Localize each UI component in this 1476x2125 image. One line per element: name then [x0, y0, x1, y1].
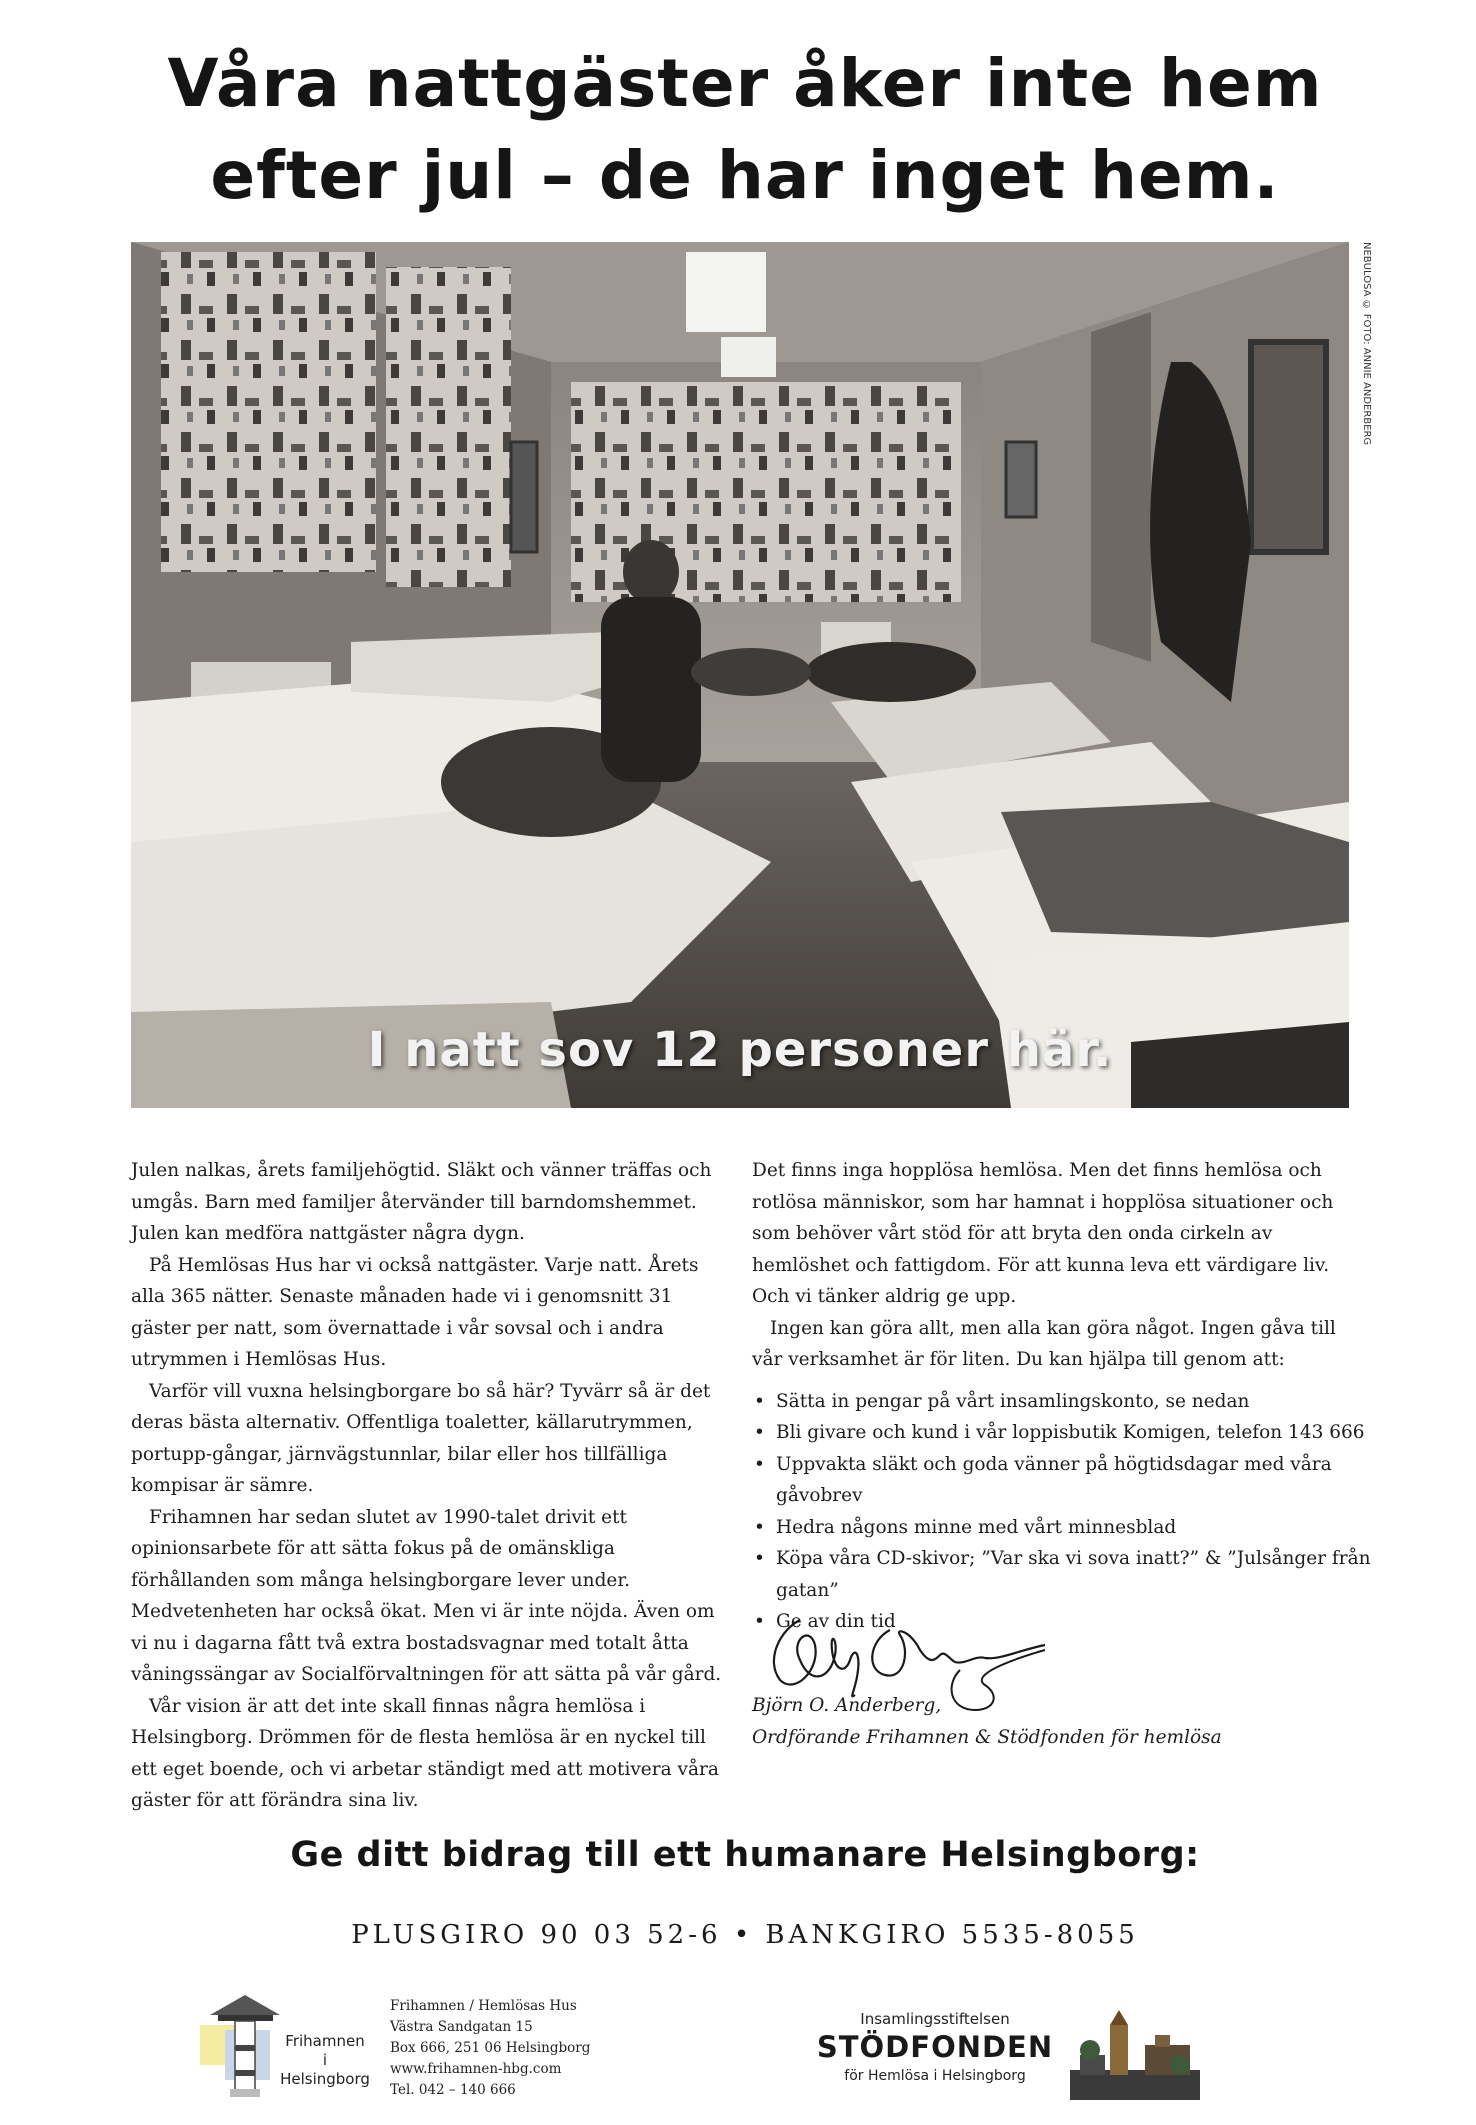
list-item	[752, 1543, 1372, 1606]
list-item-text: Köpa våra CD-skivor; ”Var ska vi sova inatt?” & ”Julsånger från gatan”	[776, 1548, 1371, 1601]
bullet: •	[754, 1548, 765, 1569]
list-item-text: Uppvakta släkt och goda vänner på högtidsdagar med våra gåvobrev	[776, 1453, 1332, 1506]
address-line: Tel. 042 – 140 666	[390, 2082, 516, 2098]
list-item	[752, 1512, 1372, 1544]
bullet: •	[754, 1390, 765, 1412]
body-paragraph: Vår vision är att det inte skall finnas några hemlösa i Helsingborg. Drömmen för de flesta hemlösa är en nyckel till ett eget boende, och vi arbetar ständigt med att motivera våra gäster för att förändra sina liv.	[131, 1695, 719, 1811]
photo-credit: NEBULOSA © FOTO: ANNIE ANDERBERG	[1361, 242, 1372, 446]
stodfonden-label: Insamlingsstiftelsen	[860, 2010, 1010, 2028]
body-paragraph: Frihamnen har sedan slutet av 1990-talet drivit ett opinionsarbete för att sätta fokus på de omänskliga förhållanden som många helsingborgare lever under. Medvetenheten har också ökat. Men vi är inte nöjda. Även om vi nu i dagarna fått två extra bostadsvagnar med totalt åtta våningssängar av Socialförvaltningen för att sätta på vår gård.	[131, 1506, 722, 1685]
signature-role: Ordförande Frihamnen & Stödfonden för hemlösa	[752, 1727, 1222, 1748]
logo-line: i	[322, 2051, 328, 2069]
list-item-text: Hedra någons minne med vårt minnesblad	[776, 1516, 1177, 1538]
address-line: Box 666, 251 06 Helsingborg	[390, 2040, 591, 2056]
bullet: •	[754, 1422, 765, 1443]
body-paragraph: Det finns inga hopplösa hemlösa. Men det finns hemlösa och rotlösa människor, som har hamnat i hopplösa situationer och som behöver vårt stöd för att bryta den onda cirkeln av hemlöshet och fattigdom. För att kunna leva ett värdigare liv. Och vi tänker aldrig ge upp.	[752, 1160, 1334, 1307]
body-left-column	[131, 1155, 731, 1817]
photo-caption: I natt sov 12 personer här.	[367, 1022, 1113, 1078]
frihamnen-logo-text	[280, 2032, 370, 2089]
signature-name: Björn O. Anderberg,	[752, 1695, 942, 1716]
bullet: •	[754, 1516, 765, 1538]
address-line[interactable]: www.frihamnen-hbg.com	[390, 2061, 562, 2077]
dormitory-photo	[131, 242, 1349, 1108]
bullet: •	[754, 1453, 765, 1475]
body-paragraph: Varför vill vuxna helsingborgare bo så här? Tyvärr så är det deras bästa alternativ. Offentliga toaletter, källarutrymmen, portupp-gångar, järnvägstunnlar, bilar eller hos tillfälliga kompisar är sämre.	[131, 1380, 711, 1496]
list-item	[752, 1417, 1372, 1449]
body-right-column	[752, 1155, 1372, 1638]
body-paragraph: På Hemlösas Hus har vi också nattgäster. Varje natt. Årets alla 365 nätter. Senaste månaden hade vi i genomsnitt 31 gäster per natt, som övernattade i vår sovsal och i andra utrymmen i Hemlösas Hus.	[131, 1254, 699, 1370]
stodfonden-subtitle: för Hemlösa i Helsingborg	[844, 2068, 1026, 2084]
stodfonden-name: STÖDFONDEN	[816, 2030, 1054, 2064]
list-item	[752, 1449, 1372, 1512]
list-item-text: Sätta in pengar på vårt insamlingskonto, se nedan	[776, 1390, 1250, 1412]
address-line: Frihamnen / Hemlösas Hus	[390, 1998, 577, 2014]
contact-address	[390, 1996, 590, 2101]
body-paragraph: Ingen kan göra allt, men alla kan göra något. Ingen gåva till vår verksamhet är för liten. Du kan hjälpa till genom att:	[752, 1317, 1336, 1370]
dormitory-photo-illustration	[131, 242, 1349, 1108]
list-item	[752, 1386, 1372, 1418]
body-paragraph: Julen nalkas, årets familjehögtid. Släkt och vänner träffas och umgås. Barn med familjer återvänder till barndomshemmet. Julen kan medföra nattgäster några dygn.	[131, 1160, 712, 1244]
headline-line-2: efter jul – de har inget hem.	[210, 137, 1280, 214]
donation-heading: Ge ditt bidrag till ett humanare Helsingborg:	[290, 1835, 1200, 1875]
headline-line-1: Våra nattgäster åker inte hem	[167, 45, 1323, 122]
stodfonden-city-logo	[1070, 2010, 1200, 2100]
address-line: Västra Sandgatan 15	[390, 2019, 533, 2035]
logo-line: Helsingborg	[280, 2070, 370, 2088]
list-item-text: Ge av din tid	[776, 1611, 896, 1632]
bullet: •	[754, 1611, 765, 1632]
list-item-text: Bli givare och kund i vår loppisbutik Komigen, telefon 143 666	[776, 1422, 1365, 1443]
giro-numbers: PLUSGIRO 90 03 52-6 • BANKGIRO 5535-8055	[351, 1920, 1139, 1950]
logo-line: Frihamnen	[285, 2032, 365, 2050]
